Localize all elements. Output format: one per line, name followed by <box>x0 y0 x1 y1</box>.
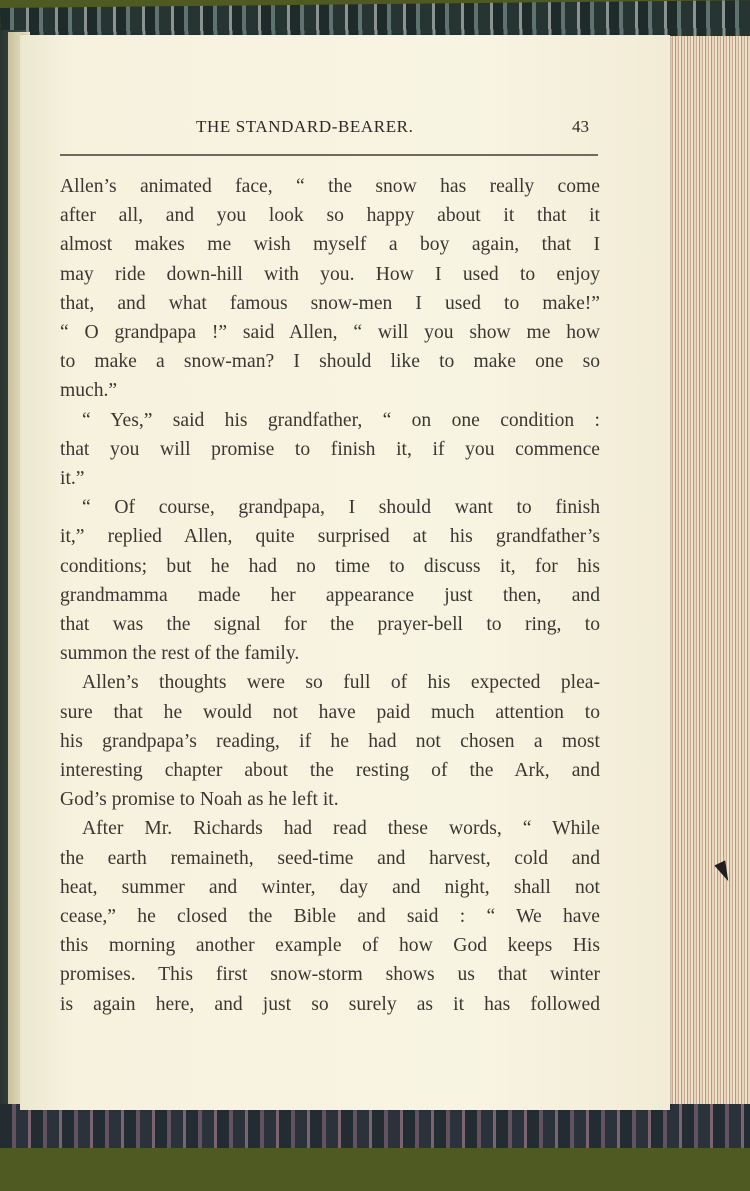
text-line: Allen’s thoughts were so full of his expected plea- <box>82 672 600 694</box>
text-line: cease,” he closed the Bible and said : “ We have <box>60 906 600 928</box>
text-line: “ Of course, grandpapa, I should want to finish <box>82 497 600 519</box>
text-line: to make a snow-man? I should like to make one so <box>60 351 600 373</box>
text-line: may ride down-hill with you. How I used to enjoy <box>60 263 600 285</box>
text-line: After Mr. Richards had read these words, “ While <box>82 818 600 840</box>
page-number: 43 <box>572 117 589 136</box>
text-line: this morning another example of how God keeps His <box>60 935 600 957</box>
text-line: heat, summer and winter, day and night, shall not <box>60 876 600 898</box>
text-line: interesting chapter about the resting of the Ark, and <box>60 760 600 782</box>
text-line: summon the rest of the family. <box>60 643 300 665</box>
text-line: it,” replied Allen, quite surprised at his grandfather’s <box>60 526 600 548</box>
text-line: conditions; but he had no time to discuss it, for his <box>60 555 600 577</box>
text-line: that was the signal for the prayer-bell to ring, to <box>60 614 600 636</box>
text-line: is again here, and just so surely as it has followed <box>60 993 600 1015</box>
text-line: “ Yes,” said his grandfather, “ on one condition : <box>82 409 600 431</box>
text-line: “ O grandpapa !” said Allen, “ will you show me how <box>60 322 600 344</box>
text-line: after all, and you look so happy about it that it <box>60 205 600 227</box>
text-line: that you will promise to finish it, if you commence <box>60 438 600 460</box>
text-line: it.” <box>60 468 85 490</box>
text-line: much.” <box>60 380 118 402</box>
text-line: grandmamma made her appearance just then, and <box>60 584 600 606</box>
text-line: his grandpapa’s reading, if he had not chosen a most <box>60 730 600 752</box>
text-line: sure that he would not have paid much attention to <box>60 701 600 723</box>
text-line: promises. This first snow-storm shows us that winter <box>60 964 600 986</box>
text-line: God’s promise to Noah as he left it. <box>60 789 339 811</box>
text-line: Allen’s animated face, “ the snow has really come <box>60 176 600 197</box>
header-rule <box>60 154 598 156</box>
running-head: THE STANDARD-BEARER. <box>196 117 414 136</box>
body-text <box>60 172 600 1019</box>
text-line: almost makes me wish myself a boy again, that I <box>60 234 600 256</box>
text-line: that, and what famous snow-men I used to make!” <box>60 292 600 314</box>
text-line: the earth remaineth, seed-time and harvest, cold and <box>60 847 600 869</box>
book-cover-bottom-edge <box>0 1104 750 1148</box>
